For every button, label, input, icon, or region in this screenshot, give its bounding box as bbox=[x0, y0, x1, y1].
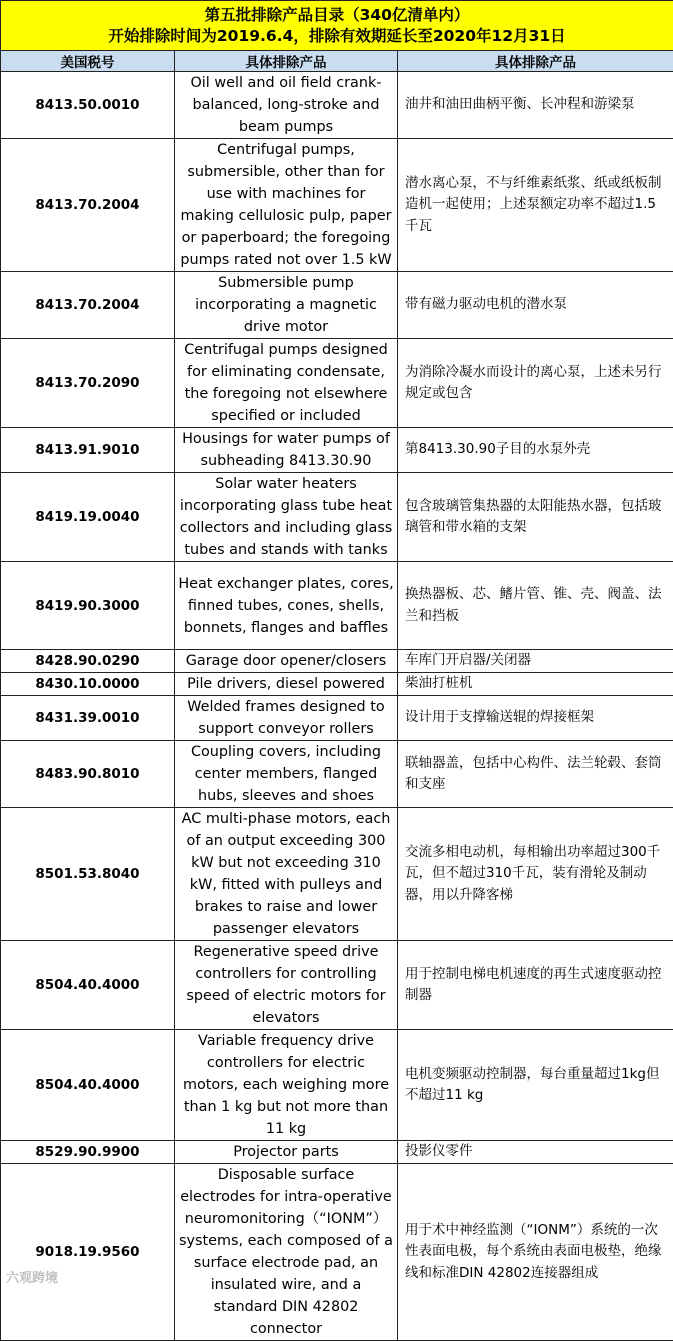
table-body bbox=[1, 72, 673, 1341]
product-cn-cell: 潜水离心泵，不与纤维素纸浆、纸或纸板制造机一起使用；上述泵额定功率不超过1.5千瓦 bbox=[398, 139, 673, 272]
product-en-cell: Pile drivers, diesel powered bbox=[175, 673, 398, 696]
table-title bbox=[1, 1, 673, 51]
product-cn-cell: 油井和油田曲柄平衡、长冲程和游梁泵 bbox=[398, 72, 673, 139]
table-row bbox=[1, 808, 673, 941]
hts-code-cell: 8529.90.9900 bbox=[1, 1141, 175, 1164]
product-cn-cell: 带有磁力驱动电机的潜水泵 bbox=[398, 272, 673, 339]
product-en-cell: Projector parts bbox=[175, 1141, 398, 1164]
table-row bbox=[1, 562, 673, 650]
hts-code-cell: 8431.39.0010 bbox=[1, 696, 175, 741]
product-cn-cell: 设计用于支撑输送辊的焊接框架 bbox=[398, 696, 673, 741]
table-row bbox=[1, 1030, 673, 1141]
hts-code-cell: 8428.90.0290 bbox=[1, 650, 175, 673]
table-row bbox=[1, 741, 673, 808]
product-cn-cell: 包含玻璃管集热器的太阳能热水器，包括玻璃管和带水箱的支架 bbox=[398, 473, 673, 562]
product-en-cell: Solar water heaters incorporating glass tube heat collectors and including glass tubes and stands with tanks bbox=[175, 473, 398, 562]
product-cn-cell: 联轴器盖，包括中心构件、法兰轮毂、套筒和支座 bbox=[398, 741, 673, 808]
hts-code-cell: 8413.70.2004 bbox=[1, 139, 175, 272]
table-row bbox=[1, 673, 673, 696]
hts-code-cell: 8419.90.3000 bbox=[1, 562, 175, 650]
column-header-product-cn: 具体排除产品 bbox=[398, 51, 673, 72]
product-en-cell: Regenerative speed drive controllers for controlling speed of electric motors for elevators bbox=[175, 941, 398, 1030]
hts-code-cell: 8413.91.9010 bbox=[1, 428, 175, 473]
column-header-product-en: 具体排除产品 bbox=[175, 51, 398, 72]
table-row bbox=[1, 428, 673, 473]
title-line-2: 开始排除时间为2019.6.4，排除有效期延长至2020年12月31日 bbox=[1, 26, 673, 47]
product-en-cell: Housings for water pumps of subheading 8413.30.90 bbox=[175, 428, 398, 473]
product-cn-cell: 换热器板、芯、鳍片管、锥、壳、阀盖、法兰和挡板 bbox=[398, 562, 673, 650]
product-en-cell: Heat exchanger plates, cores, finned tubes, cones, shells, bonnets, flanges and baffles bbox=[175, 562, 398, 650]
table-row bbox=[1, 139, 673, 272]
product-en-cell: Centrifugal pumps, submersible, other than for use with machines for making cellulosic pulp, paper or paperboard; the foregoing pumps rated not over 1.5 kW bbox=[175, 139, 398, 272]
table-row bbox=[1, 339, 673, 428]
watermark: 六观跨境 bbox=[6, 1267, 58, 1286]
product-cn-cell: 用于控制电梯电机速度的再生式速度驱动控制器 bbox=[398, 941, 673, 1030]
product-en-cell: Welded frames designed to support conveyor rollers bbox=[175, 696, 398, 741]
hts-code-cell: 8501.53.8040 bbox=[1, 808, 175, 941]
product-cn-cell: 第8413.30.90子目的水泵外壳 bbox=[398, 428, 673, 473]
title-line-1: 第五批排除产品目录（340亿清单内） bbox=[1, 5, 673, 26]
product-en-cell: Variable frequency drive controllers for electric motors, each weighing more than 1 kg but not more than 11 kg bbox=[175, 1030, 398, 1141]
product-cn-cell: 为消除冷凝水而设计的离心泵，上述未另行规定或包含 bbox=[398, 339, 673, 428]
hts-code-cell: 8504.40.4000 bbox=[1, 1030, 175, 1141]
table-row bbox=[1, 1141, 673, 1164]
product-cn-cell: 车库门开启器/关闭器 bbox=[398, 650, 673, 673]
product-en-cell: Centrifugal pumps designed for eliminating condensate, the foregoing not elsewhere specified or included bbox=[175, 339, 398, 428]
product-cn-cell: 投影仪零件 bbox=[398, 1141, 673, 1164]
product-cn-cell: 交流多相电动机，每相输出功率超过300千瓦，但不超过310千瓦，装有滑轮及制动器，用以升降客梯 bbox=[398, 808, 673, 941]
hts-code-cell: 8430.10.0000 bbox=[1, 673, 175, 696]
product-cn-cell: 电机变频驱动控制器，每台重量超过1kg但不超过11 kg bbox=[398, 1030, 673, 1141]
hts-code-cell: 8413.50.0010 bbox=[1, 72, 175, 139]
table-row bbox=[1, 272, 673, 339]
product-cn-cell: 柴油打桩机 bbox=[398, 673, 673, 696]
table-row bbox=[1, 696, 673, 741]
table-row bbox=[1, 650, 673, 673]
hts-code-cell: 8413.70.2090 bbox=[1, 339, 175, 428]
product-en-cell: Garage door opener/closers bbox=[175, 650, 398, 673]
hts-code-cell: 9018.19.9560 bbox=[1, 1164, 175, 1341]
product-cn-cell: 用于术中神经监测（“IONM”）系统的一次性表面电极，每个系统由表面电极垫，绝缘线和标准DIN 42802连接器组成 bbox=[398, 1164, 673, 1341]
product-en-cell: Submersible pump incorporating a magnetic drive motor bbox=[175, 272, 398, 339]
product-en-cell: AC multi-phase motors, each of an output exceeding 300 kW but not exceeding 310 kW, fitted with pulleys and brakes to raise and lower passenger elevators bbox=[175, 808, 398, 941]
product-en-cell: Coupling covers, including center members, flanged hubs, sleeves and shoes bbox=[175, 741, 398, 808]
table-row bbox=[1, 941, 673, 1030]
table-row bbox=[1, 473, 673, 562]
product-en-cell: Disposable surface electrodes for intra-operative neuromonitoring（“IONM”）systems, each composed of a surface electrode pad, an insulated wire, and a standard DIN 42802 connector bbox=[175, 1164, 398, 1341]
product-en-cell: Oil well and oil field crank-balanced, long-stroke and beam pumps bbox=[175, 72, 398, 139]
hts-code-cell: 8483.90.8010 bbox=[1, 741, 175, 808]
header-row bbox=[1, 51, 673, 72]
hts-code-cell: 8413.70.2004 bbox=[1, 272, 175, 339]
table-row bbox=[1, 1164, 673, 1341]
column-header-code: 美国税号 bbox=[1, 51, 175, 72]
hts-code-cell: 8419.19.0040 bbox=[1, 473, 175, 562]
table-row bbox=[1, 72, 673, 139]
hts-code-cell: 8504.40.4000 bbox=[1, 941, 175, 1030]
